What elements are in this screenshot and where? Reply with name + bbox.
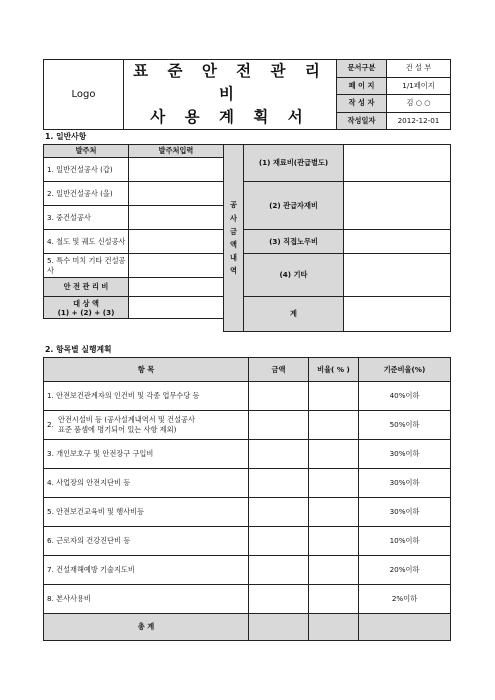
safety-mgmt-value[interactable] — [129, 278, 224, 297]
cost-other-label: (4) 기타 — [244, 254, 344, 297]
item-row-1: 1. 안전보건관계자의 인건비 및 각종 업무수당 등 — [44, 382, 249, 411]
item-4-amount[interactable] — [249, 469, 309, 498]
item-5-amount[interactable] — [249, 498, 309, 527]
item-row-5: 5. 안전보건교육비 및 행사비등 — [44, 498, 249, 527]
item-8-amount[interactable] — [249, 585, 309, 614]
logo: Logo — [44, 60, 124, 130]
item-row-6: 6. 근로자의 건강진단비 등 — [44, 527, 249, 556]
client-header: 발주처 — [44, 145, 129, 158]
item-header: 항 목 — [44, 358, 249, 382]
doc-type-value: 건 설 부 — [387, 60, 451, 78]
item-1-ratio[interactable] — [309, 382, 359, 411]
client-input-4[interactable] — [129, 230, 224, 254]
item-4-ratio[interactable] — [309, 469, 359, 498]
page-label: 페 이 지 — [337, 77, 387, 95]
item-5-std: 30%이하 — [359, 498, 451, 527]
client-input-header: 발주처입력 — [129, 145, 224, 158]
client-input-1[interactable] — [129, 158, 224, 182]
item-2-std: 50%이하 — [359, 411, 451, 440]
cost-material-label: (1) 재료비(관급별도) — [244, 145, 344, 182]
item-2-amount[interactable] — [249, 411, 309, 440]
item-7-std: 20%이하 — [359, 556, 451, 585]
author-label: 작 성 자 — [337, 95, 387, 113]
ratio-header: 비율( % ) — [309, 358, 359, 382]
total-label: 총 계 — [44, 614, 249, 641]
item-1-std: 40%이하 — [359, 382, 451, 411]
target-amount-label: 대 상 액 (1) + (2) + (3) — [44, 297, 129, 319]
item-3-std: 30%이하 — [359, 440, 451, 469]
cost-total-value[interactable] — [344, 297, 451, 332]
std-ratio-header: 기준비율(%) — [359, 358, 451, 382]
client-row-3: 3. 중건설공사 — [44, 206, 129, 230]
total-amount[interactable] — [249, 614, 309, 641]
item-row-4: 4. 사업장의 안전지단비 등 — [44, 469, 249, 498]
item-5-ratio[interactable] — [309, 498, 359, 527]
total-std — [359, 614, 451, 641]
client-input-3[interactable] — [129, 206, 224, 230]
amount-header: 금액 — [249, 358, 309, 382]
title-line-1: 표 준 안 전 관 리 비 — [133, 62, 327, 103]
title-line-2: 사 용 계 획 서 — [150, 108, 310, 126]
client-row-2: 2. 일반건설공사 (을) — [44, 182, 129, 206]
client-row-1: 1. 일반건설공사 (갑) — [44, 158, 129, 182]
item-6-ratio[interactable] — [309, 527, 359, 556]
item-row-2: 2. 안전시설비 등 (공사설계내역서 및 건설공사 표준 품셈에 명기되어 있는 사항 제외) — [44, 411, 249, 440]
date-value: 2012-12-01 — [387, 112, 451, 130]
author-value: 김 ○ ○ — [387, 95, 451, 113]
client-input-2[interactable] — [129, 182, 224, 206]
item-6-std: 10%이하 — [359, 527, 451, 556]
item-6-amount[interactable] — [249, 527, 309, 556]
cost-labor-label: (3) 직접노무비 — [244, 230, 344, 254]
item-row-8: 8. 본사사용비 — [44, 585, 249, 614]
cost-other-value[interactable] — [344, 254, 451, 297]
client-row-5: 5. 특수 미치 기타 건설공사 — [44, 254, 129, 278]
item-8-std: 2%이하 — [359, 585, 451, 614]
safety-mgmt-label: 안 전 관 리 비 — [44, 278, 129, 297]
item-3-amount[interactable] — [249, 440, 309, 469]
section2-heading: 2. 항목별 실행계획 — [45, 345, 112, 354]
target-amount-value[interactable] — [129, 297, 224, 319]
client-row-4: 4. 철도 및 궤도 신설공사 — [44, 230, 129, 254]
date-label: 작성일자 — [337, 112, 387, 130]
page-value: 1/1페이지 — [387, 77, 451, 95]
total-ratio[interactable] — [309, 614, 359, 641]
cost-material-value[interactable] — [344, 145, 451, 182]
item-4-std: 30%이하 — [359, 469, 451, 498]
item-row-3: 3. 개인보호구 및 안전장구 구입비 — [44, 440, 249, 469]
item-7-amount[interactable] — [249, 556, 309, 585]
document-title — [124, 60, 337, 130]
item-3-ratio[interactable] — [309, 440, 359, 469]
item-7-ratio[interactable] — [309, 556, 359, 585]
item-8-ratio[interactable] — [309, 585, 359, 614]
item-2-ratio[interactable] — [309, 411, 359, 440]
header-table — [43, 59, 451, 130]
cost-total-label: 계 — [244, 297, 344, 332]
cost-supplied-material-value[interactable] — [344, 182, 451, 230]
cost-labor-value[interactable] — [344, 230, 451, 254]
item-plan-table — [43, 357, 451, 641]
cost-supplied-material-label: (2) 관급자재비 — [244, 182, 344, 230]
section1-heading: 1. 일반사항 — [45, 132, 87, 141]
doc-type-label: 문서구분 — [337, 60, 387, 78]
item-1-amount[interactable] — [249, 382, 309, 411]
general-info-table — [43, 144, 451, 332]
construction-amount-vertical-label: 공 사 금 액 내 역 — [224, 145, 244, 332]
client-input-5[interactable] — [129, 254, 224, 278]
item-row-7: 7. 건설재해예방 기술지도비 — [44, 556, 249, 585]
